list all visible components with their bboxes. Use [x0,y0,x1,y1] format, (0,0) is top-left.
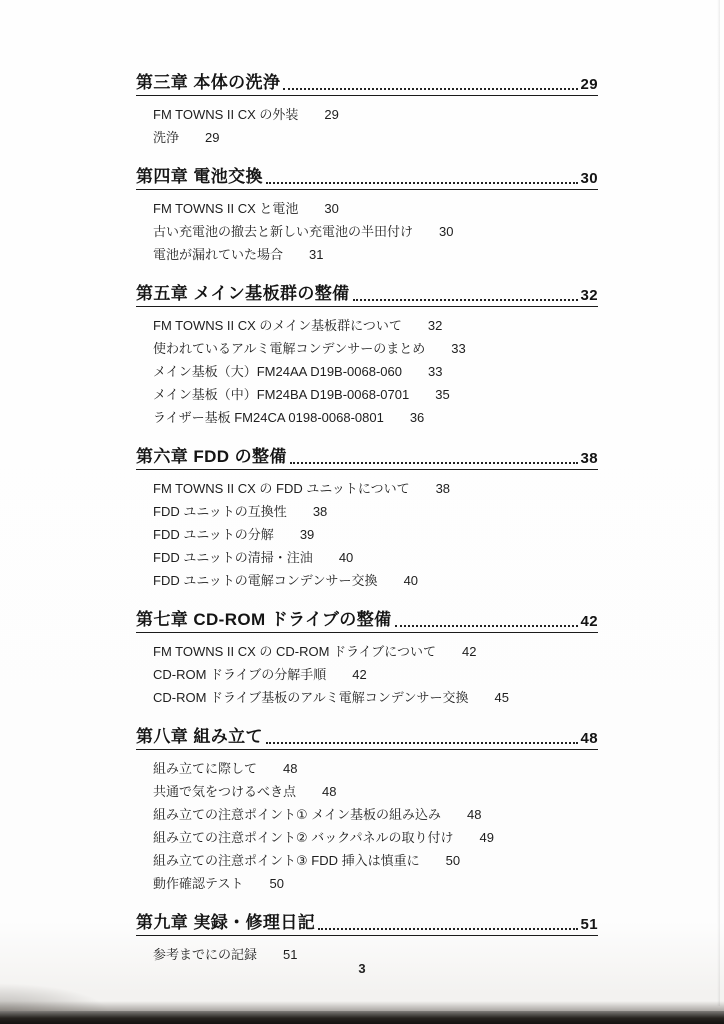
toc-item [153,126,598,149]
toc-item-label: ライザー基板 FM24CA 0198-0068-0801 [153,410,384,425]
toc-item-page: 36 [409,410,425,425]
toc-item [153,546,598,569]
toc-item-page: 38 [312,504,328,519]
toc-item [153,500,598,523]
toc-item-label: 組み立ての注意ポイント③ FDD 挿入は慎重に [153,853,420,868]
toc-item-page: 45 [494,690,509,705]
chapter-heading [136,442,598,470]
toc-item [153,314,598,337]
toc-item [153,406,598,429]
toc-item-label: FDD ユニットの分解 [153,527,274,542]
toc-item-page: 48 [467,807,482,822]
toc-item [153,803,598,826]
toc-item-label: 動作確認テスト [153,876,244,891]
toc-item-label: メイン基板（中）FM24BA D19B-0068-0701 [153,387,410,402]
chapter-heading [136,908,598,936]
toc-item [153,663,598,686]
toc-item-label: 洗浄 [153,130,180,145]
toc-item [153,757,598,780]
toc-chapter [136,908,598,966]
chapter-page-number: 48 [580,730,598,747]
chapter-page-number: 38 [580,450,598,467]
toc-item [153,383,598,406]
chapter-page-number: 30 [580,170,598,187]
chapter-heading [136,279,598,307]
toc-item-page: 35 [435,387,450,402]
toc-item [153,197,598,220]
chapter-heading [136,605,598,633]
toc-item-label: FDD ユニットの清掃・注油 [153,550,313,565]
toc-item-label: 組み立ての注意ポイント① メイン基板の組み込み [153,807,442,822]
toc-item [153,103,598,126]
toc-item-label: 組み立ての注意ポイント② バックパネルの取り付け [153,830,454,845]
toc-item-page: 50 [445,853,461,868]
chapter-heading [136,162,598,190]
chapter-page-number: 32 [580,287,598,304]
toc-item-label: FM TOWNS II CX の外装 [153,107,299,122]
toc-chapter [136,162,598,266]
toc-item-label: 電池が漏れていた場合 [153,247,284,262]
chapter-item-list [153,477,598,592]
toc-item [153,337,598,360]
chapter-page-number: 29 [580,76,598,93]
chapter-heading [136,68,598,96]
chapter-title: 第五章 メイン基板群の整備 [136,284,350,303]
chapter-item-list [153,197,598,266]
toc-item [153,872,598,895]
chapter-item-list [153,314,598,429]
page-right-edge-shadow [717,0,720,1006]
toc-item-page: 49 [479,830,494,845]
toc-chapter [136,722,598,895]
toc-item-label: FDD ユニットの電解コンデンサー交換 [153,573,378,588]
toc-item [153,780,598,803]
toc-item [153,826,598,849]
toc-item-page: 31 [309,247,324,262]
toc-item-label: FM TOWNS II CX の FDD ユニットについて [153,481,410,496]
chapter-title: 第三章 本体の洗浄 [136,73,281,92]
toc-item-label: 共通で気をつけるべき点 [153,784,297,799]
chapter-item-list [153,640,598,709]
toc-item-label: FDD ユニットの互換性 [153,504,287,519]
chapter-heading [136,722,598,750]
toc-item-page: 33 [428,364,443,379]
chapter-page-number: 42 [580,613,598,630]
toc-item-page: 48 [322,784,337,799]
toc-item-page: 29 [324,107,339,122]
page-number: 3 [358,961,366,976]
toc-item [153,849,598,872]
toc-item-label: FM TOWNS II CX と電池 [153,201,299,216]
toc-item-label: 使われているアルミ電解コンデンサーのまとめ [153,341,426,356]
toc-item-page: 33 [451,341,466,356]
toc-item-page: 51 [283,947,298,962]
table-of-contents [136,68,598,979]
toc-item [153,243,598,266]
toc-item-label: メイン基板（大）FM24AA D19B-0068-060 [153,364,402,379]
scan-edge-bar [0,1011,724,1024]
chapter-title: 第六章 FDD の整備 [136,447,287,466]
toc-item-label: FM TOWNS II CX の CD-ROM ドライブについて [153,644,437,659]
scan-corner-shadow [0,983,110,1013]
toc-item-page: 38 [435,481,451,496]
toc-item-label: CD-ROM ドライブの分解手順 [153,667,327,682]
toc-item-page: 30 [324,201,339,216]
toc-item-label: 古い充電池の撤去と新しい充電池の半田付け [153,224,414,239]
toc-chapter [136,605,598,709]
toc-item-page: 39 [299,527,315,542]
dot-leader [283,86,577,90]
toc-item-page: 50 [269,876,284,891]
toc-item [153,523,598,546]
toc-item-label: 組み立てに際して [153,761,258,776]
chapter-title: 第八章 組み立て [136,727,263,746]
toc-item-page: 48 [283,761,298,776]
toc-item-page: 42 [462,644,477,659]
toc-item [153,220,598,243]
toc-item [153,360,598,383]
toc-item [153,569,598,592]
toc-item-page: 40 [403,573,419,588]
toc-chapter [136,442,598,592]
chapter-title: 第四章 電池交換 [136,167,263,186]
chapter-item-list [153,103,598,149]
chapter-title: 第七章 CD-ROM ドライブの整備 [136,610,392,629]
chapter-page-number: 51 [580,916,598,933]
chapter-title: 第九章 実録・修理日記 [136,913,316,932]
chapter-item-list [153,757,598,895]
toc-item-page: 40 [338,550,354,565]
toc-item-page: 32 [427,318,443,333]
toc-chapter [136,68,598,149]
toc-item-page: 30 [439,224,454,239]
dot-leader [318,926,577,930]
toc-item-label: FM TOWNS II CX のメイン基板群について [153,318,402,333]
toc-item [153,640,598,663]
toc-item-page: 29 [205,130,220,145]
toc-chapter [136,279,598,429]
toc-item [153,477,598,500]
toc-item-label: CD-ROM ドライブ基板のアルミ電解コンデンサー交換 [153,690,469,705]
toc-item [153,686,598,709]
dot-leader [266,180,578,184]
toc-item-page: 42 [352,667,367,682]
dot-leader [353,297,578,301]
dot-leader [395,623,578,627]
toc-item-label: 参考までにの記録 [153,947,258,962]
dot-leader [290,460,578,464]
dot-leader [266,740,578,744]
